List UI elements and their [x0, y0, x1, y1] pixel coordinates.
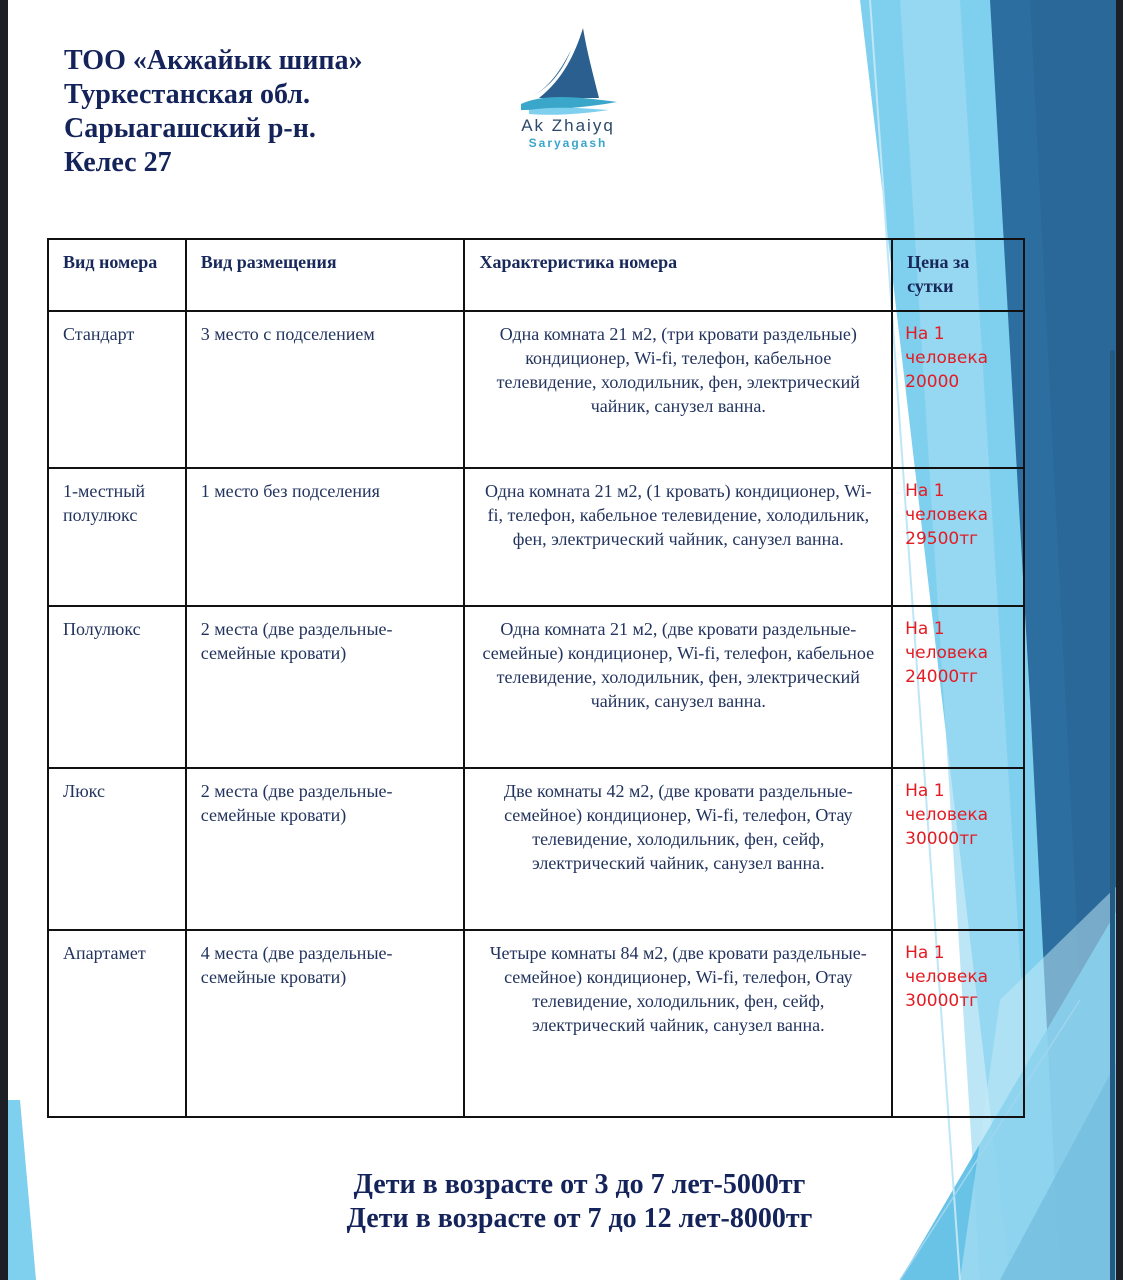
table-header-row	[48, 239, 1024, 311]
header-features: Характеристика номера	[464, 239, 892, 311]
district: Сарыагашский р-н.	[64, 113, 316, 144]
placement: 4 места (две раздельные-семейные кровати)	[186, 930, 465, 1117]
price-label: На 1 человека	[905, 781, 989, 825]
price-value: 30000тг	[905, 991, 979, 1011]
price-value: 20000	[905, 372, 960, 392]
table-row	[48, 311, 1024, 468]
company-header	[64, 44, 363, 180]
region: Туркестанская обл.	[64, 79, 311, 110]
features: Одна комната 21 м2, (две кровати раздельные-семейные) кондиционер, Wi-fi, телефон, кабельное телевидение, холодильник, фен, электрический чайник, санузел ванна.	[464, 606, 892, 768]
children-pricing	[0, 1168, 1123, 1236]
price-value: 30000тг	[905, 829, 979, 849]
features: Одна комната 21 м2, (три кровати раздельные) кондиционер, Wi-fi, телефон, кабельное телевидение, холодильник, фен, электрический чайник, санузел ванна.	[464, 311, 892, 468]
price-cell	[892, 468, 1024, 606]
price-cell	[892, 311, 1024, 468]
table-row	[48, 930, 1024, 1117]
price-cell	[892, 606, 1024, 768]
room-type: 1-местный полулюкс	[48, 468, 186, 606]
features: Две комнаты 42 м2, (две кровати раздельные-семейное) кондиционер, Wi-fi, телефон, Отау телевидение, холодильник, фен, сейф, электрический чайник, санузел ванна.	[464, 768, 892, 930]
placement: 2 места (две раздельные-семейные кровати)	[186, 768, 465, 930]
price-label: На 1 человека	[905, 324, 989, 368]
table-row	[48, 606, 1024, 768]
placement: 3 место с подселением	[186, 311, 465, 468]
room-type: Полулюкс	[48, 606, 186, 768]
window-edge-right	[1116, 0, 1123, 1280]
header-price: Цена за сутки	[892, 239, 1024, 311]
price-cell	[892, 930, 1024, 1117]
price-value: 29500тг	[905, 529, 979, 549]
scrollbar-thumb[interactable]	[1110, 350, 1115, 1280]
table-row	[48, 768, 1024, 930]
logo-brand-text: Ak Zhaiyq	[521, 116, 615, 135]
price-table	[47, 238, 1025, 1118]
children-price-3-7: Дети в возрасте от 3 до 7 лет-5000тг	[353, 1169, 806, 1200]
features: Одна комната 21 м2, (1 кровать) кондиционер, Wi-fi, телефон, кабельное телевидение, холодильник, фен, электрический чайник, санузел ванна.	[464, 468, 892, 606]
header-placement: Вид размещения	[186, 239, 465, 311]
price-cell	[892, 768, 1024, 930]
company-logo	[498, 24, 638, 154]
price-label: На 1 человека	[905, 481, 989, 525]
logo-sub-text: Saryagash	[528, 136, 608, 150]
placement: 1 место без подселения	[186, 468, 465, 606]
children-price-7-12: Дети в возрасте от 7 до 12 лет-8000тг	[346, 1203, 813, 1234]
sailboat-icon	[513, 24, 623, 116]
price-value: 24000тг	[905, 667, 979, 687]
price-label: На 1 человека	[905, 619, 989, 663]
address: Келес 27	[64, 147, 172, 178]
price-label: На 1 человека	[905, 943, 989, 987]
features: Четыре комнаты 84 м2, (две кровати раздельные-семейное) кондиционер, Wi-fi, телефон, Отау телевидение, холодильник, фен, сейф, электрический чайник, санузел ванна.	[464, 930, 892, 1117]
window-edge-left	[0, 0, 8, 1280]
header-room-type: Вид номера	[48, 239, 186, 311]
table-row	[48, 468, 1024, 606]
room-type: Люкс	[48, 768, 186, 930]
room-type: Стандарт	[48, 311, 186, 468]
company-name: ТОО «Акжайык шипа»	[64, 45, 363, 76]
placement: 2 места (две раздельные-семейные кровати)	[186, 606, 465, 768]
room-type: Апартамет	[48, 930, 186, 1117]
